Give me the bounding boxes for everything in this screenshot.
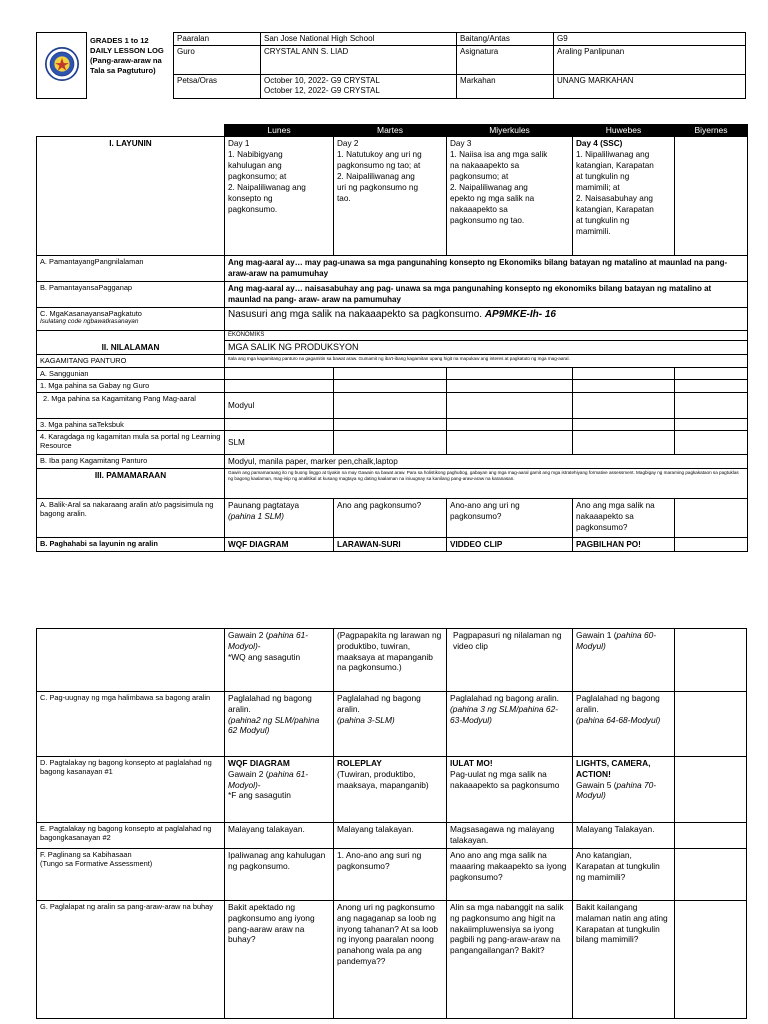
pagtalakay2-day1: Malayang talakayan. (225, 823, 334, 849)
pag-uugnay-day4-text: Paglalahad ng bagong aralin. (576, 693, 660, 714)
layunin-day4-lines (576, 138, 671, 237)
pamantayan-sa-pagganap-text: Ang mag-aaral ay… naisasabuhay ang pag- unawa sa mga pangunahing konsepto ng ekonomiks bilang batayan ng matalino at maunlad na pang- araw- araw na pamumuhay (225, 282, 748, 308)
date-line-1: October 10, 2022- G9 CRYSTAL (264, 76, 380, 85)
pag-uugnay-label: C. Pag-uugnay ng mga halimbawa sa bagong aralin (37, 692, 225, 757)
cont-r1-day4-italic: pahina 60-Modyul) (576, 630, 657, 651)
balik-aral-label: A. Balik-Aral sa nakaraang aralin at/o pagsisimula ng bagong aralin. (37, 499, 225, 538)
pag-uugnay-day1 (225, 692, 334, 757)
teksbuk-c2 (334, 419, 447, 431)
objective-line: pagkonsumo. (228, 205, 278, 214)
objective-line: pagkonsumo; at (228, 172, 287, 181)
day-header-martes: Martes (334, 125, 447, 137)
iba-pang-kagamitan-label: B. Iba pang Kagamitang Panturo (37, 455, 225, 469)
portal-c4 (573, 431, 675, 455)
paglinang-day3: Ano ano ang mga salik na maaaring makaapekto sa iyong pagkonsumo? (447, 849, 573, 901)
pag-uugnay-day2-italic: (pahina 3-SLM) (337, 714, 395, 725)
cont-blank-label (37, 629, 225, 692)
grade-level-label: Baitang/Antas (457, 33, 554, 46)
layunin-day3-lines (450, 138, 569, 226)
objective-line: 1. Nipaliliwanag ang (576, 150, 650, 159)
objective-line: 1. Natutukoy ang uri ng (337, 150, 422, 159)
kagamitang-mag-aaral-label: 2. Mga pahina sa Kagamitang Pang Mag-aaral (37, 393, 225, 419)
objective-line: mamimili. (576, 227, 611, 236)
kagamitang-mag-aaral-c2 (334, 393, 447, 419)
deped-seal-cell (37, 33, 87, 99)
school-value: San Jose National High School (261, 33, 457, 46)
paghahabi-day2: LARAWAN-SURI (334, 538, 447, 552)
paglinang-day1: Ipaliwanag ang kahulugan ng pagkonsumo. (225, 849, 334, 901)
objective-line: pagkonsumo ng tao. (450, 216, 525, 225)
objective-line: katangian, Karapatan (576, 205, 654, 214)
paghahabi-label: B. Paghahabi sa layunin ng aralin (37, 538, 225, 552)
kasanayan-text: Nasusuri ang mga salik na nakaaapekto sa pagkonsumo. (228, 309, 483, 320)
pag-uugnay-day2 (334, 692, 447, 757)
nilalaman-label: II. NILALAMAN (37, 331, 225, 355)
pagtalakay1-label: D. Pagtalakay ng bagong konsepto at paglalahad ng bagong kasanayan #1 (37, 757, 225, 823)
objective-line: at tungkulin ng (576, 216, 630, 225)
pag-uugnay-day3-text: Paglalahad ng bagong aralin. (450, 693, 559, 703)
paglalapat-day5 (675, 901, 747, 1019)
objective-line: konsepto ng (228, 194, 273, 203)
pagtalakay2-day5 (675, 823, 747, 849)
pagtalakay1-day2-bold: ROLEPLAY (337, 758, 382, 768)
teksbuk-value (225, 419, 334, 431)
cont-r1-day1-italic: pahina 61-Modyol) (228, 630, 309, 651)
grade-line-3: (Pang-araw-araw na (90, 55, 162, 65)
objective-line: epekto ng mga salik na (450, 194, 535, 203)
balik-aral-day3: Ano-ano ang uri ng pagkonsumo? (447, 499, 573, 538)
day-header-lunes: Lunes (225, 125, 334, 137)
gabay-guro-c2 (334, 380, 447, 393)
sanggunian-c1 (225, 368, 334, 380)
deped-seal-icon (45, 47, 79, 81)
kagamitang-panturo-label: KAGAMITANG PANTURO (37, 355, 225, 368)
teksbuk-label: 3. Mga pahina saTeksbuk (37, 419, 225, 431)
portal-label: 4. Karagdaga ng kagamitan mula sa portal ng Learning Resource (37, 431, 225, 455)
paglinang-day5 (675, 849, 747, 901)
school-label: Paaralan (174, 33, 261, 46)
sanggunian-c4 (573, 368, 675, 380)
paglinang-label: F. Paglinang sa Kabihasaan (40, 850, 132, 859)
pamantayan-sa-pagganap-label: B. PamantayansaPagganap (37, 282, 225, 308)
teacher-value: CRYSTAL ANN S. LIAD (261, 46, 457, 75)
gabay-guro-c4 (573, 380, 675, 393)
pagtalakay1-day4-bold: LIGHTS, CAMERA, ACTION! (576, 758, 651, 779)
pag-uugnay-day4-italic: (pahina 64-68-Modyul) (576, 714, 661, 725)
kagamitang-panturo-text: Itala ang mga kagamitang panturo na gagamitin sa bawat araw. Gumamit ng iba't-ibang kagamitan upang higit na mapukaw ang interes at pagkatuto ng mga mag-aaral. (225, 355, 748, 368)
pagtalakay2-day2: Malayang talakayan. (334, 823, 447, 849)
teksbuk-c4 (573, 419, 675, 431)
corner-blank (37, 125, 225, 137)
gabay-guro-value (225, 380, 334, 393)
objective-line: katangian, Karapatan (576, 161, 654, 170)
pamamaraan-label: III. PAMAMARAAN (37, 469, 225, 499)
pagtalakay1-day3 (447, 757, 573, 823)
objective-line: 2. Naipaliliwanag ang (450, 183, 528, 192)
objective-line: at tungkulin ng (576, 172, 630, 181)
pag-uugnay-day1-italic: (pahina2 ng SLM/pahina 62 Modyul) (228, 714, 320, 736)
objective-line: mamimili; at (576, 183, 620, 192)
subject-label: Asignatura (457, 46, 554, 75)
paglalapat-day4: Bakit kailangang malaman natin ang ating Karapatan at tungkulin bilang mamimili? (573, 901, 675, 1019)
kasanayan-cell (225, 308, 748, 331)
objective-line: Day 2 (337, 139, 359, 148)
pagtalakay1-day1 (225, 757, 334, 823)
objective-line: Day 4 (SSC) (576, 139, 623, 148)
kasanayan-sublabel: Isulatang code ngbawatkasanayan (40, 318, 139, 325)
cont-r1-day1-text: Gawain 2 ( (228, 630, 269, 640)
lesson-plan-continued-table (36, 628, 747, 1019)
paglalapat-day1: Bakit apektado ng pagkonsumo ang iyong pang-aaraw araw na buhay? (225, 901, 334, 1019)
grade-title (87, 33, 174, 99)
day-header-miyerkules: Miyerkules (447, 125, 573, 137)
cont-r1-day5 (675, 629, 747, 692)
teksbuk-c5 (675, 419, 748, 431)
pagtalakay2-label: E. Pagtalakay ng bagong konsepto at paglalahad ng bagongkasanayan #2 (37, 823, 225, 849)
layunin-day1 (225, 137, 334, 256)
kagamitang-mag-aaral-value: Modyul (225, 393, 334, 419)
cont-r1-day4-text: Gawain 1 ( (576, 630, 617, 640)
pamamaraan-text: Gawin ang pamamaraang ito ng buong linggo at tiyakin na may Gawain sa bawat araw. Para sa holistikong paghubog, gabayan ang mga mag-aaral gamit ang mga istratehiyang formative assessment. Magbigay ng maraming pagkakataon sa pagtuklas ng bagong kaalaman, mag-isip ng analitikal at kusang magtaya ng dating kaalaman na iniuugnay sa kanilang pang-araw-araw na karanasan. (225, 469, 748, 499)
balik-aral-day4: Ano ang mga salik na nakaaapekto sa pagkonsumo? (573, 499, 675, 538)
day-header-biyernes: Biyernes (675, 125, 748, 137)
pamantayang-pangnilalaman-text: Ang mag-aaral ay… may pag-unawa sa mga pangunahing konsepto ng Ekonomiks bilang batayan ng matalino at maunlad na pang- araw-araw na pamumuhay (225, 256, 748, 282)
paglalapat-label: G. Paglalapat ng aralin sa pang-araw-araw na buhay (37, 901, 225, 1019)
cont-r1-day1-extra: *WQ ang sasagutin (228, 651, 301, 662)
pagtalakay1-day5 (675, 757, 747, 823)
paglinang-day4: Ano katangian, Karapatan at tungkulin ng mamimili? (573, 849, 675, 901)
layunin-day3 (447, 137, 573, 256)
objective-line: 2. Naisasabuhay ang (576, 194, 653, 203)
objective-line: 1. Nabibigyang (228, 150, 283, 159)
balik-aral-day2: Ano ang pagkonsumo? (334, 499, 447, 538)
date-value (261, 75, 457, 99)
paglalapat-day3: Alin sa mga nabanggit na salik ng pagkonsumo ang higit na nakaiimpluwensiya sa iyong pagbili ng pang-araw-araw na pangangailangan? Bakit? (447, 901, 573, 1019)
paghahabi-day1: WQF DIAGRAM (225, 538, 334, 552)
paghahabi-day4: PAGBILHAN PO! (573, 538, 675, 552)
kagamitang-mag-aaral-c5 (675, 393, 748, 419)
objective-line: Day 1 (228, 139, 250, 148)
grade-line-2: DAILY LESSON LOG (90, 45, 164, 55)
objective-line: tao. (337, 194, 351, 203)
sanggunian-c3 (447, 368, 573, 380)
balik-aral-day1-text: Paunang pagtataya (228, 501, 300, 510)
teacher-label: Guro (174, 46, 261, 75)
header-table (36, 32, 746, 99)
pagtalakay1-day1-after: - (257, 779, 261, 790)
grade-level-value: G9 (554, 33, 746, 46)
pagtalakay1-day4-text: Gawain 5 ( (576, 779, 617, 790)
paglinang-sublabel: (Tungo sa Formative Assessment) (40, 859, 153, 868)
kasanayan-code: AP9MKE-Ih- 16 (484, 309, 556, 320)
portal-c3 (447, 431, 573, 455)
subject-value: Araling Panlipunan (554, 46, 746, 75)
quarter-label: Markahan (457, 75, 554, 99)
portal-c5 (675, 431, 748, 455)
grade-line-1: GRADES 1 to 12 (90, 35, 149, 45)
layunin-day5 (675, 137, 748, 256)
pag-uugnay-day4 (573, 692, 675, 757)
objective-line: kahulugan ang (228, 161, 282, 170)
gabay-guro-c3 (447, 380, 573, 393)
balik-aral-day1-italic: (pahina 1 SLM) (228, 512, 284, 521)
pagtalakay1-day1-text: Gawain 2 ( (228, 768, 269, 779)
date-line-2: October 12, 2022- G9 CRYSTAL (264, 86, 380, 95)
paglinang-day2: 1. Ano-ano ang suri ng pagkonsumo? (334, 849, 447, 901)
pagtalakay1-day3-text: Pag-uulat ng mga salik na nakaaapekto sa pagkonsumo (450, 768, 560, 790)
cont-r1-day4 (573, 629, 675, 692)
cont-r1-day1-after: - (257, 640, 261, 651)
pagtalakay2-day4: Malayang Talakayan. (573, 823, 675, 849)
kasanayan-label: C. MgaKasanayansaPagkatuto (40, 309, 142, 318)
paghahabi-day5 (675, 538, 748, 552)
pagtalakay1-day3-bold: IULAT MO! (450, 758, 493, 768)
nilalaman-text: MGA SALIK NG PRODUKSYON (225, 341, 748, 355)
objective-line: 2. Naipaliliwanag ang (228, 183, 306, 192)
layunin-day1-lines (228, 138, 330, 215)
kasanayan-label-cell (37, 308, 225, 331)
pagtalakay1-day4-italic: pahina 70-Modyul) (576, 779, 657, 801)
portal-c2 (334, 431, 447, 455)
paglalapat-day2: Anong uri ng pagkonsumo ang nagaganap sa loob ng inyong tahanan? At sa loob ng inyong paaralan noong panahong wala pa ang pandemya?? (334, 901, 447, 1019)
cont-r1-day2: (Pagpapakita ng larawan ng produktibo, tuwiran, maaksaya at mapanganib na pagkonsumo.) (334, 629, 447, 692)
objective-line: 2. Naipaliliwanag ang (337, 172, 415, 181)
pamantayang-pangnilalaman-label: A. PamantayangPangnilalaman (37, 256, 225, 282)
gabay-guro-label: 1. Mga pahina sa Gabay ng Guro (37, 380, 225, 393)
pagtalakay2-day3: Magsasagawa ng malayang talakayan. (447, 823, 573, 849)
pag-uugnay-day5 (675, 692, 747, 757)
date-label: Petsa/Oras (174, 75, 261, 99)
pag-uugnay-day1-text: Paglalahad ng bagong aralin. (228, 693, 312, 714)
pagtalakay1-day1-extra: *F ang sasagutin (228, 790, 291, 801)
layunin-label: I. LAYUNIN (37, 137, 225, 256)
iba-pang-kagamitan-text: Modyul, manila paper, marker pen,chalk,laptop (225, 455, 748, 469)
objective-line: pagkonsumo; at (450, 172, 509, 181)
pagtalakay1-day1-italic: pahina 61-Modyol) (228, 768, 309, 790)
layunin-day4 (573, 137, 675, 256)
objective-line: nakaaapekto sa (450, 205, 508, 214)
sanggunian-c2 (334, 368, 447, 380)
objective-line: Day 3 (450, 139, 472, 148)
grade-line-4: Tala sa Pagtuturo) (90, 65, 156, 75)
quarter-value: UNANG MARKAHAN (554, 75, 746, 99)
layunin-day2-lines (337, 138, 443, 204)
nilalaman-small: EKONOMIKS (225, 331, 748, 341)
balik-aral-day1 (225, 499, 334, 538)
objective-line: 1. Naiisa isa ang mga salik (450, 150, 548, 159)
pagtalakay1-day1-bold: WQF DIAGRAM (228, 758, 290, 768)
pag-uugnay-day3 (447, 692, 573, 757)
balik-aral-day5 (675, 499, 748, 538)
objective-line: na nakaaapekto sa (450, 161, 520, 170)
layunin-day2 (334, 137, 447, 256)
cont-r1-day1 (225, 629, 334, 692)
cont-r1-day3: Pagpapasuri ng nilalaman ng video clip (447, 629, 573, 692)
pag-uugnay-day2-text: Paglalahad ng bagong aralin. (337, 693, 421, 714)
pagtalakay1-day2-text: (Tuwiran, produktibo, maaksaya, mapanganib) (337, 768, 429, 790)
kagamitang-mag-aaral-c4 (573, 393, 675, 419)
day-header-huwebes: Huwebes (573, 125, 675, 137)
sanggunian-c5 (675, 368, 748, 380)
gabay-guro-c5 (675, 380, 748, 393)
objective-line: uri ng pagkonsumo ng (337, 183, 419, 192)
teksbuk-c3 (447, 419, 573, 431)
pag-uugnay-day3-italic: (pahina 3 ng SLM/pahina 62-63-Modyul) (450, 703, 559, 725)
pagtalakay1-day2 (334, 757, 447, 823)
sanggunian-label: A. Sanggunian (37, 368, 225, 380)
pagtalakay1-day4 (573, 757, 675, 823)
kagamitang-mag-aaral-c3 (447, 393, 573, 419)
paghahabi-day3: VIDDEO CLIP (447, 538, 573, 552)
lesson-plan-table (36, 124, 748, 552)
portal-value: SLM (225, 431, 334, 455)
paglinang-label-cell (37, 849, 225, 901)
objective-line: pagkonsumo ng tao; at (337, 161, 421, 170)
